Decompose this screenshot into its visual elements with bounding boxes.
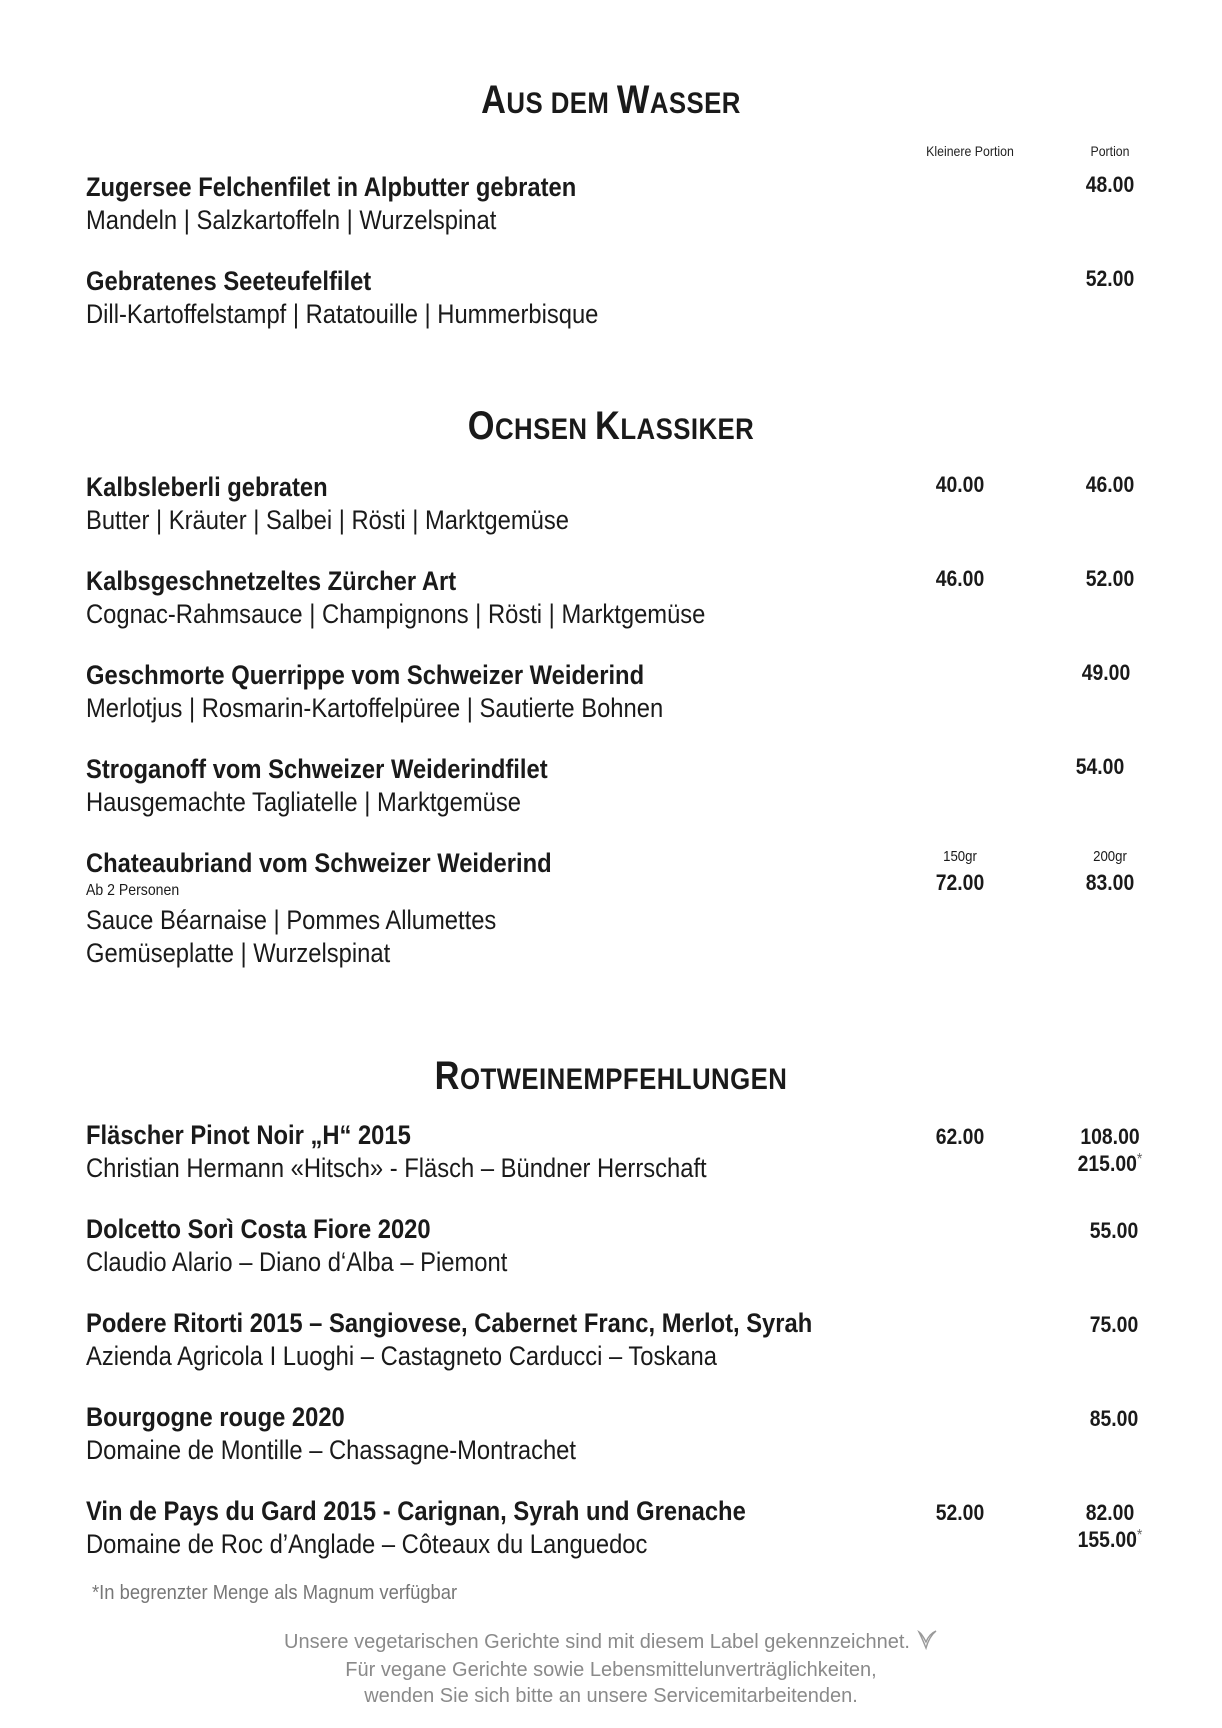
magnum-footnote: *In begrenzter Menge als Magnum verfügbar	[92, 1582, 458, 1604]
dietary-disclaimer	[0, 1628, 1222, 1709]
dish-name: Kalbsgeschnetzeltes Zürcher Art	[86, 566, 457, 596]
wine-price-magnum: 155.00*	[1077, 1527, 1143, 1552]
section-heading-ochsen-klassiker: OCHSEN KLASSIKER	[467, 404, 755, 448]
section-heading-rotweinempfehlungen: ROTWEINEMPFEHLUNGEN	[434, 1054, 788, 1098]
wine-description: Christian Hermann «Hitsch» - Fläsch – Bündner Herrschaft	[86, 1153, 707, 1183]
dish-price: 83.00	[1085, 870, 1135, 895]
dish-price: 46.00	[1085, 472, 1135, 497]
dish-description-2: Gemüseplatte | Wurzelspinat	[86, 938, 391, 968]
wine-description: Claudio Alario – Diano d‘Alba – Piemont	[86, 1247, 508, 1277]
wine-price: 82.00	[1085, 1500, 1135, 1525]
wine-description: Domaine de Montille – Chassagne-Montrachet	[86, 1435, 576, 1465]
dish-price: 52.00	[1085, 566, 1135, 591]
dish-name: Zugersee Felchenfilet in Alpbutter gebraten	[86, 172, 577, 202]
dish-description: Mandeln | Salzkartoffeln | Wurzelspinat	[86, 205, 497, 235]
dish-description: Merlotjus | Rosmarin-Kartoffelpüree | Sautierte Bohnen	[86, 693, 664, 723]
wine-name: Dolcetto Sorì Costa Fiore 2020	[86, 1214, 431, 1244]
wine-price: 108.00	[1080, 1124, 1140, 1149]
wine-name: Bourgogne rouge 2020	[86, 1402, 345, 1432]
dish-name: Gebratenes Seeteufelfilet	[86, 266, 372, 296]
dish-price-small: 46.00	[935, 566, 985, 591]
dish-name: Kalbsleberli gebraten	[86, 472, 328, 502]
disclaimer-line-2: Für vegane Gerichte sowie Lebensmittelunverträglichkeiten,	[345, 1659, 877, 1681]
disclaimer-line-1: Unsere vegetarischen Gerichte sind mit diesem Label gekennzeichnet.	[0, 1628, 1222, 1657]
wine-price: 85.00	[1089, 1406, 1139, 1431]
dish-price-small: 40.00	[935, 472, 985, 497]
dish-description: Butter | Kräuter | Salbei | Rösti | Marktgemüse	[86, 505, 569, 535]
dish-description: Dill-Kartoffelstampf | Ratatouille | Hummerbisque	[86, 299, 599, 329]
dish-name: Chateaubriand vom Schweizer Weiderind	[86, 848, 552, 878]
wine-price-small: 52.00	[935, 1500, 985, 1525]
dish-price: 49.00	[1081, 660, 1131, 685]
wine-name: Podere Ritorti 2015 – Sangiovese, Cabernet Franc, Merlot, Syrah	[86, 1308, 813, 1338]
dish-price-small: 72.00	[935, 870, 985, 895]
column-header-portion: Portion	[1090, 143, 1130, 159]
dish-description: Cognac-Rahmsauce | Champignons | Rösti | Marktgemüse	[86, 599, 706, 629]
dish-description: Hausgemachte Tagliatelle | Marktgemüse	[86, 787, 521, 817]
portion-weight: 200gr	[1093, 848, 1127, 865]
column-header-small-portion: Kleinere Portion	[926, 143, 1014, 159]
dish-price: 52.00	[1085, 266, 1135, 291]
wine-name: Vin de Pays du Gard 2015 - Carignan, Syrah und Grenache	[86, 1496, 746, 1526]
dish-price: 54.00	[1075, 754, 1125, 779]
wine-name: Fläscher Pinot Noir „H“ 2015	[86, 1120, 411, 1150]
portion-weight-small: 150gr	[943, 848, 977, 865]
wine-price-magnum: 215.00*	[1077, 1151, 1143, 1176]
wine-price: 75.00	[1089, 1312, 1139, 1337]
dish-note: Ab 2 Personen	[86, 882, 180, 899]
section-heading-aus-dem-wasser: AUS DEM WASSER	[481, 78, 741, 122]
dish-name: Geschmorte Querrippe vom Schweizer Weiderind	[86, 660, 645, 690]
disclaimer-line-3: wenden Sie sich bitte an unsere Servicemitarbeitenden.	[364, 1685, 858, 1707]
leaf-icon	[916, 1628, 938, 1657]
dish-price: 48.00	[1085, 172, 1135, 197]
dish-description: Sauce Béarnaise | Pommes Allumettes	[86, 905, 497, 935]
dish-name: Stroganoff vom Schweizer Weiderindfilet	[86, 754, 548, 784]
wine-description: Azienda Agricola I Luoghi – Castagneto Carducci – Toskana	[86, 1341, 717, 1371]
wine-price: 55.00	[1089, 1218, 1139, 1243]
wine-description: Domaine de Roc d’Anglade – Côteaux du Languedoc	[86, 1529, 648, 1559]
wine-price-small: 62.00	[935, 1124, 985, 1149]
